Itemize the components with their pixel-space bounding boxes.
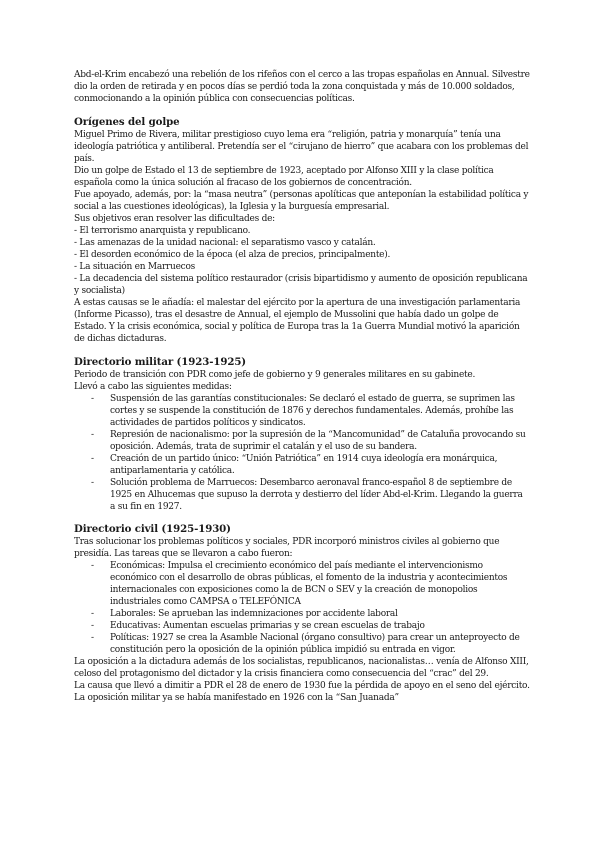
section-heading-origenes: Orígenes del golpe [74, 116, 180, 128]
section-heading-directorio-civil: Directorio civil (1925-1930) [74, 523, 231, 535]
list-item: - Las amenazas de la unidad nacional: el separatismo vasco y catalán. [74, 238, 376, 248]
paragraph: Sus objetivos eran resolver las dificultades de: [74, 214, 275, 224]
section-heading-directorio-militar: Directorio militar (1923-1925) [74, 356, 247, 368]
paragraph: Fue apoyado, además, por: la “masa neutra” (personas apolíticas que anteponían la estabilidad política y social a las cuestiones ideológicas), la Iglesia y la burguesía empresarial. [74, 190, 529, 212]
paragraph: Periodo de transición con PDR como jefe de gobierno y 9 generales militares en su gabinete. [74, 370, 476, 380]
paragraph: La oposición a la dictadura además de los socialistas, republicanos, nacionalistas… venía de Alfonso XIII, celoso del protagonismo del dictador y la crisis financiera como consecuencia del “crac” del 29. [74, 657, 529, 679]
paragraph: Miguel Primo de Rivera, militar prestigioso cuyo lema era “religión, patria y monarquía” tenía una ideología patriótica y antiliberal. Pretendía ser el “cirujano de hierro” que acabara con los problemas del país. [74, 130, 529, 164]
list-item: - Represión de nacionalismo: por la supresión de la “Mancomunidad” de Cataluña provocando su oposición. Además, trata de suprimir el catalán y el uso de su bandera. [74, 429, 530, 453]
list-item: - Políticas: 1927 se crea la Asamble Nacional (órgano consultivo) para crear un anteproyecto de constitución pero la oposición de la opinión pública impidió su entrada en vigor. [74, 632, 530, 656]
paragraph: La causa que llevó a dimitir a PDR el 28 de enero de 1930 fue la pérdida de apoyo en el seno del ejército. La oposición militar ya se había manifestado en 1926 con la “San Juanada” [74, 681, 530, 703]
list-item: - La decadencia del sistema político restaurador (crisis bipartidismo y aumento de oposición republicana y socialista) [74, 274, 528, 296]
list-item: - El terrorismo anarquista y republicano. [74, 226, 251, 236]
list-item: - Creación de un partido único: “Unión Patriótica” en 1914 cuya ideología era monárquica, antiparlamentaria y católica. [74, 453, 530, 477]
paragraph: Llevó a cabo las siguientes medidas: [74, 382, 232, 392]
paragraph: Dio un golpe de Estado el 13 de septiembre de 1923, aceptado por Alfonso XIII y la clase política española como la única solución al fracaso de los gobiernos de concentración. [74, 166, 494, 188]
list-item: - El desorden económico de la época (el alza de precios, principalmente). [74, 250, 391, 260]
bullet-list [74, 560, 530, 656]
bullet-list [74, 393, 530, 513]
list-item: - Educativas: Aumentan escuelas primarias y se crean escuelas de trabajo [74, 620, 530, 632]
list-item: - Económicas: Impulsa el crecimiento económico del país mediante el intervencionismo económico con el desarrollo de obras públicas, el fomento de la industria y acontecimientos internacionales con exposiciones como la de BCN o SEV y la creación de monopolios industriales como CAMPSA o TELEFÓNICA [74, 560, 530, 608]
document-body [74, 69, 530, 704]
list-item: - Suspensión de las garantías constitucionales: Se declaró el estado de guerra, se suprimen las cortes y se suspende la constitución de 1876 y derechos fundamentales. Además, prohíbe las actividades de partidos políticos y sindicatos. [74, 393, 530, 429]
list-item: - Laborales: Se aprueban las indemnizaciones por accidente laboral [74, 608, 530, 620]
paragraph: A estas causas se le añadía: el malestar del ejército por la apertura de una investigación parlamentaria (Informe Picasso), tras el desastre de Annual, el ejemplo de Mussolini que había dado un golpe de Estado. Y la crisis económica, social y política de Europa tras la 1a Guerra Mundial motivó la aparición de dichas dictaduras. [74, 298, 521, 344]
list-item: - La situación en Marruecos [74, 262, 195, 272]
intro-paragraph: Abd-el-Krim encabezó una rebelión de los rifeños con el cerco a las tropas españolas en Annual. Silvestre dio la orden de retirada y en pocos días se perdió toda la zona conquistada y más de 10.000 soldados, conmocionando a la opinión pública con consecuencias políticas. [74, 70, 530, 104]
paragraph: Tras solucionar los problemas políticos y sociales, PDR incorporó ministros civiles al gobierno que presidía. Las tareas que se llevaron a cabo fueron: [74, 537, 500, 559]
list-item: - Solución problema de Marruecos: Desembarco aeronaval franco-español 8 de septiembre de 1925 en Alhucemas que supuso la derrota y destierro del líder Abd-el-Krim. Llegando la guerra a su fin en 1927. [74, 477, 530, 513]
